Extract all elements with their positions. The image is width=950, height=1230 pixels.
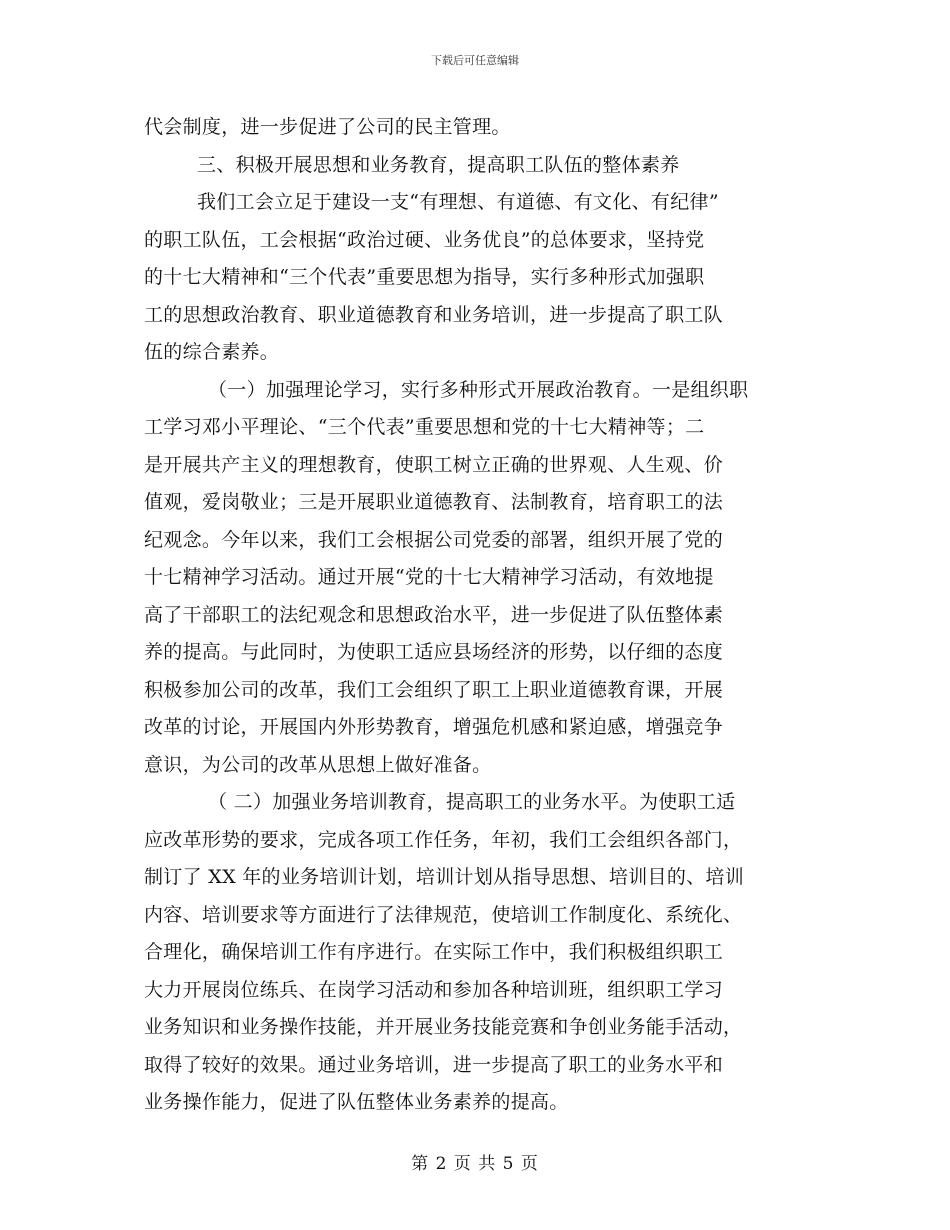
text-line: 十七精神学习活动。通过开展“党的十七大精神学习活动，有效地提 — [144, 566, 714, 588]
text-line: 取得了较好的效果。通过业务培训，进一步提高了职工的业务水平和 — [144, 1053, 724, 1076]
text-line: 代会制度，进一步促进了公司的民主管理。 — [144, 116, 511, 138]
text-line: 值观，爱岗敬业；三是开展职业道德教育、法制教育，培育职工的法 — [144, 491, 724, 513]
page-footer: 第 2 页 共 5 页 — [411, 1154, 539, 1174]
text-line: 意识，为公司的改革从思想上做好准备。 — [144, 753, 492, 776]
text-line: 大力开展岗位练兵、在岗学习活动和参加各种培训班，组织职工学习 — [144, 978, 724, 1001]
document-body — [144, 109, 814, 1122]
text-line: 伍的综合素养。 — [144, 341, 280, 363]
text-line: 工学习邓小平理论、“三个代表”重要思想和党的十七大精神等；二 — [144, 416, 705, 438]
text-line: 业务操作能力，促进了队伍整体业务素养的提高。 — [144, 1091, 569, 1113]
text-line: 合理化，确保培训工作有序进行。在实际工作中，我们积极组织职工 — [144, 941, 724, 963]
text-line: 我们工会立足于建设一支“有理想、有道德、有文化、有纪律” — [197, 191, 719, 213]
text-line: 改革的讨论，开展国内外形势教育，增强危机感和紧迫感，增强竞争 — [144, 716, 724, 738]
section-heading: 三、积极开展思想和业务教育，提高职工队伍的整体素养 — [197, 153, 680, 176]
text-line: 是开展共产主义的理想教育，使职工树立正确的世界观、人生观、价 — [144, 453, 724, 476]
text-line: 内容、培训要求等方面进行了法律规范，使培训工作制度化、系统化、 — [144, 903, 743, 926]
text-line: 工的思想政治教育、职业道德教育和业务培训，进一步提高了职工队 — [144, 303, 724, 326]
text-line: 积极参加公司的改革，我们工会组织了职工上职业道德教育课，开展 — [144, 678, 724, 701]
text-line: 的十七大精神和“三个代表”重要思想为指导，实行多种形式加强职 — [144, 266, 705, 288]
text-line: 纪观念。今年以来，我们工会根据公司党委的部署，组织开展了党的 — [144, 528, 724, 551]
text-line: 应改革形势的要求，完成各项工作任务，年初，我们工会组织各部门， — [144, 828, 743, 851]
text-line: 高了干部职工的法纪观念和思想政治水平，进一步促进了队伍整体素 — [144, 603, 724, 626]
text-line: 养的提高。与此同时，为使职工适应县场经济的形势，以仔细的态度 — [144, 641, 724, 663]
text-line: 的职工队伍，工会根据“政治过硬、业务优良”的总体要求，坚持党 — [144, 228, 705, 251]
text-line: （一）加强理论学习，实行多种形式开展政治教育。一是组织职 — [208, 378, 749, 401]
text-line: 制订了 XX 年的业务培训计划，培训计划从指导思想、培训目的、培训 — [144, 866, 745, 888]
page-header: 下载后可任意编辑 — [431, 54, 519, 67]
text-line: （ 二）加强业务培训教育，提高职工的业务水平。为使职工适 — [208, 791, 736, 813]
text-line: 业务知识和业务操作技能，并开展业务技能竞赛和争创业务能手活动， — [144, 1016, 743, 1038]
